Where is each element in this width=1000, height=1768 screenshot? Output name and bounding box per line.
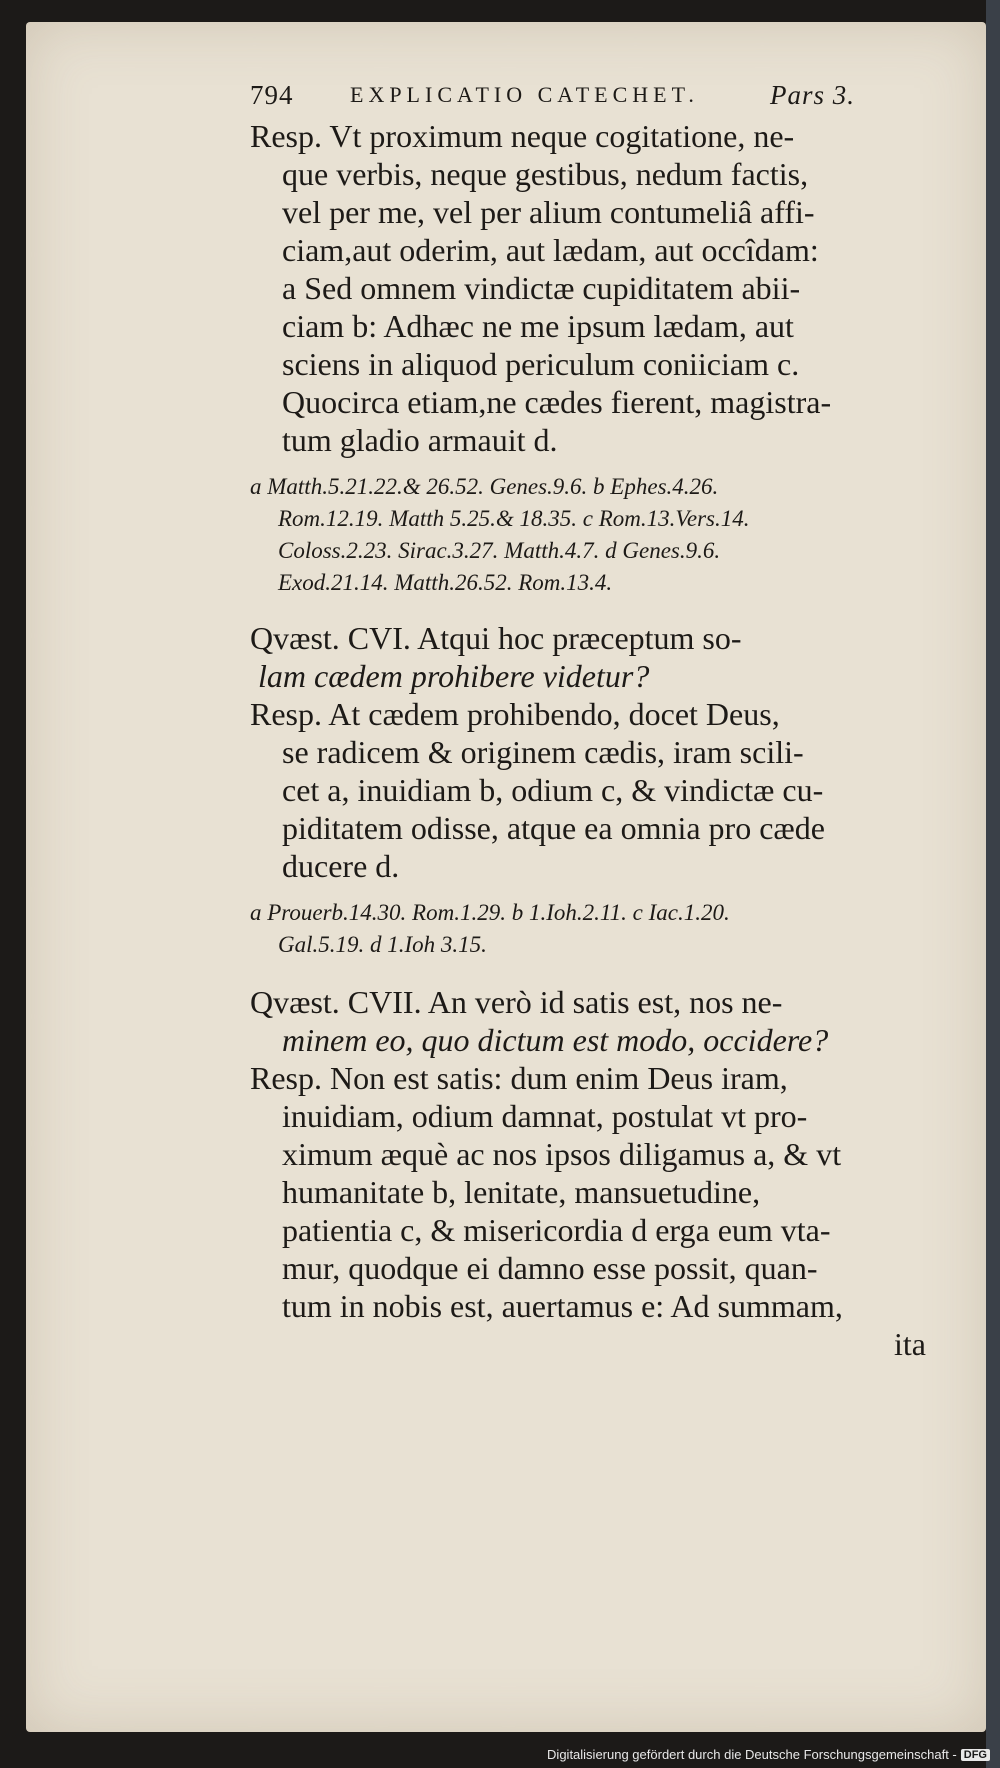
text-line: Resp. At cædem prohibendo, docet Deus, — [250, 696, 780, 732]
caption-text: Digitalisierung gefördert durch die Deutsche Forschungsgemeinschaft - — [547, 1747, 957, 1762]
note-line: Gal.5.19. d 1.Ioh 3.15. — [278, 932, 487, 957]
running-title: EXPLICATIO CATECHET. — [350, 82, 699, 107]
text-line: tum in nobis est, auertamus e: Ad summam, — [282, 1288, 843, 1324]
note-line: Coloss.2.23. Sirac.3.27. Matth.4.7. d Genes.9.6. — [278, 538, 721, 563]
question-line: Qvæst. CVI. Atqui hoc præceptum so- — [250, 620, 742, 656]
text-line: sciens in aliquod periculum coniiciam c. — [282, 346, 800, 382]
text-line: humanitate b, lenitate, mansuetudine, — [282, 1174, 761, 1210]
text-line: Resp. Vt proximum neque cogitatione, ne- — [250, 118, 795, 154]
text-line: vel per me, vel per alium contumeliâ affi- — [282, 194, 815, 230]
page-number: 794 — [250, 80, 294, 110]
question-line: lam cædem prohibere videtur? — [258, 658, 650, 694]
text-line: piditatem odisse, atque ea omnia pro cæde — [282, 810, 825, 846]
text-line: tum gladio armauit d. — [282, 422, 558, 458]
text-line: que verbis, neque gestibus, nedum factis, — [282, 156, 809, 192]
note-line: Rom.12.19. Matth 5.25.& 18.35. c Rom.13.Vers.14. — [278, 506, 750, 531]
text-line: ciam,aut oderim, aut lædam, aut occîdam: — [282, 232, 819, 268]
text-line: ciam b: Adhæc ne me ipsum lædam, aut — [282, 308, 794, 344]
text-line: ximum æquè ac nos ipsos diligamus a, & vt — [282, 1136, 842, 1172]
dfg-logo: DFG — [961, 1749, 990, 1761]
text-line: Resp. Non est satis: dum enim Deus iram, — [250, 1060, 788, 1096]
text-line: cet a, inuidiam b, odium c, & vindictæ cu- — [282, 772, 824, 808]
text-line: a Sed omnem vindictæ cupiditatem abii- — [282, 270, 801, 306]
text-line: patientia c, & misericordia d erga eum vta- — [282, 1212, 831, 1248]
text-line: Quocirca etiam,ne cædes fierent, magistra- — [282, 384, 832, 420]
question-line: minem eo, quo dictum est modo, occidere? — [282, 1022, 829, 1058]
text-line: mur, quodque ei damno esse possit, quan- — [282, 1250, 818, 1286]
part-label: Pars 3. — [770, 80, 856, 110]
text-line: ducere d. — [282, 848, 400, 884]
digitization-caption — [547, 1747, 990, 1762]
text-line: se radicem & originem cædis, iram scili- — [282, 734, 804, 770]
text-line: inuidiam, odium damnat, postulat vt pro- — [282, 1098, 808, 1134]
question-line: Qvæst. CVII. An verò id satis est, nos ne- — [250, 984, 783, 1020]
note-line: a Prouerb.14.30. Rom.1.29. b 1.Ioh.2.11. c Iac.1.20. — [250, 900, 730, 925]
scan-edge — [986, 0, 1000, 1768]
catchword: ita — [894, 1326, 926, 1362]
note-line: Exod.21.14. Matth.26.52. Rom.13.4. — [278, 570, 613, 595]
note-line: a Matth.5.21.22.& 26.52. Genes.9.6. b Ephes.4.26. — [250, 474, 719, 499]
